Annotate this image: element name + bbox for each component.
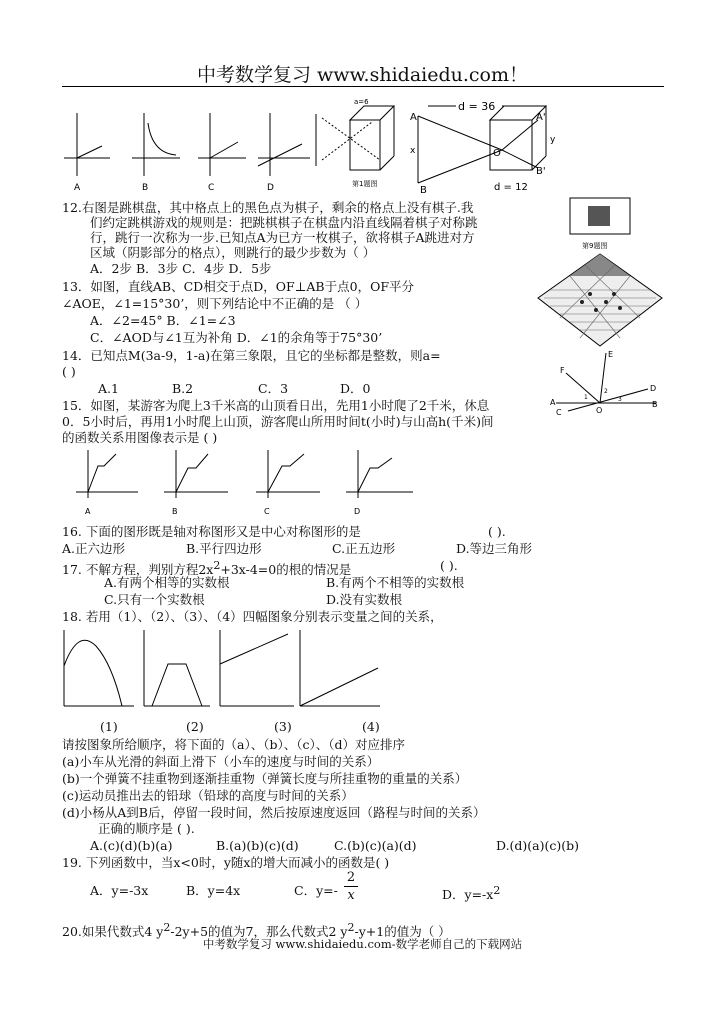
geo-label-b-prime: B' xyxy=(536,166,546,177)
angle-label-3: 3 xyxy=(618,396,622,403)
top-graphs xyxy=(62,108,322,198)
q20-part2: -2y+5的值为7，那么代数式2 y xyxy=(170,924,348,940)
q16-option-b: B.平行四边形 xyxy=(186,541,262,556)
q14-option-a: A.1 xyxy=(98,381,119,396)
q19-option-c: C．y=- xyxy=(294,883,338,898)
top-graph-b xyxy=(132,113,180,176)
q15-graph-c xyxy=(256,450,320,498)
q13-line-3: A．∠2=45° B．∠1=∠3 xyxy=(90,313,236,328)
q13-line-4: C．∠AOD与∠1互为补角 D．∠1的余角等于75°30’ xyxy=(90,330,383,345)
q19-option-b: B．y=4x xyxy=(186,883,241,898)
q16-option-c: C.正五边形 xyxy=(332,541,396,556)
q12-options: A．2步 B．3步 C．4步 D．5步 xyxy=(90,261,272,276)
q16-option-a: A.正六边形 xyxy=(62,541,126,556)
q19-stem: 19. 下列函数中，当x<0时，y随x的增大而减小的函数是( ) xyxy=(62,855,390,870)
q20-part3: -y+1的值为（ ） xyxy=(354,924,451,940)
q18-graph-2 xyxy=(144,630,210,706)
q13-line-1: 13．如图，直线AB、CD相交于点D，OF⊥AB于点0，OF平分 xyxy=(62,279,414,294)
q14-option-b: B.2 xyxy=(172,381,194,396)
q18-graph-1 xyxy=(64,630,134,706)
q20-sup2: 2 xyxy=(347,921,355,934)
q17-option-d: D.没有实数根 xyxy=(326,592,403,607)
angle-figure xyxy=(548,345,663,420)
q15-graph-a xyxy=(76,450,138,498)
q18-graph-3 xyxy=(220,630,294,706)
q14-option-d: D．0 xyxy=(340,381,371,396)
q20-part1: 20.如果代数式4 y xyxy=(62,924,164,940)
q18-line-4: (c)运动员推出去的铅球（铅球的高度与时间的关系） xyxy=(62,788,354,803)
q20-sup1: 2 xyxy=(163,921,171,934)
angle-label-2: 2 xyxy=(604,388,608,395)
q19-option-d xyxy=(442,883,500,902)
q12-line-3: 行，跳行一次称为一步.已知点A为已方一枚棋子，欲将棋子A跳进对方 xyxy=(90,230,475,245)
page-footer: 中考数学复习 www.shidaiedu.com-数学老师自己的下载网站 xyxy=(202,937,523,951)
prism-label: a=6 xyxy=(354,98,369,106)
top-graph-label-c: C xyxy=(208,183,215,193)
q19-option-d-text: D．y=-x xyxy=(442,887,494,903)
q17-stem-part2: +3x-4=0的根的情况是 xyxy=(220,562,352,578)
q15-graph-b xyxy=(164,450,228,498)
angle-label-b: B xyxy=(652,400,658,409)
checkerboard-caption: 第9题图 xyxy=(582,242,608,250)
prism-figure xyxy=(312,100,407,192)
q17-option-a: A.有两个相等的实数根 xyxy=(104,575,230,590)
q19-option-d-sup: 2 xyxy=(493,884,501,897)
q16-option-d: D.等边三角形 xyxy=(456,541,533,556)
q16-paren: ( ). xyxy=(488,524,506,539)
top-graph-c xyxy=(198,113,246,176)
angle-label-e: E xyxy=(608,350,614,359)
q18-caption-3: (3) xyxy=(274,719,292,734)
angle-label-o: O xyxy=(596,406,603,415)
q15-label-b: B xyxy=(172,507,178,516)
q18-option-b: B.(a)(b)(c)(d) xyxy=(216,838,299,853)
q12-line-1: 12.右图是跳棋盘，其中格点上的黑色点为棋子，剩余的格点上没有棋子.我 xyxy=(62,200,474,215)
q18-option-d: D.(d)(a)(c)(b) xyxy=(496,838,580,853)
q15-label-a: A xyxy=(85,507,91,516)
q18-line-6: 正确的顺序是 ( ). xyxy=(98,821,195,836)
q17-paren: ( ). xyxy=(440,558,458,573)
q17-stem-part1: 17. 不解方程，判别方程2x xyxy=(62,562,214,578)
top-graph-label-a: A xyxy=(74,183,81,193)
top-graph-label-d: D xyxy=(267,183,274,193)
geo-d-label: d = 36 xyxy=(458,100,496,113)
q17-sup: 2 xyxy=(213,559,221,572)
q19-option-a: A．y=-3x xyxy=(90,883,149,898)
geo-label-b: B xyxy=(420,185,427,196)
q18-caption-4: (4) xyxy=(362,719,380,734)
q15-label-c: C xyxy=(264,507,270,516)
geo-label-y: y xyxy=(550,135,556,145)
q18-line-2: (a)小车从光滑的斜面上滑下（小车的速度与时间的关系） xyxy=(62,754,380,769)
geo-label-a-prime: A' xyxy=(536,112,546,123)
prism-caption: 第1题图 xyxy=(352,180,378,188)
top-graph-a xyxy=(64,113,110,176)
q17-option-c: C.只有一个实数根 xyxy=(104,592,205,607)
q18-line-3: (b)一个弹簧不挂重物到逐渐挂重物（弹簧长度与所挂重物的重量的关系） xyxy=(62,771,468,786)
geo-label-o: O xyxy=(493,148,501,159)
q18-option-c: C.(b)(c)(a)(d) xyxy=(334,838,417,853)
geo-d2-label: d = 12 xyxy=(494,182,528,193)
q19-option-c-fraction xyxy=(344,870,358,905)
q18-graph-4 xyxy=(300,630,380,706)
page-header: 中考数学复习 www.shidaiedu.com！ xyxy=(196,64,529,86)
q18-caption-1: (1) xyxy=(100,719,118,734)
q16-stem: 16. 下面的图形既是轴对称图形又是中心对称图形的是 xyxy=(62,524,361,539)
top-graph-label-b: B xyxy=(142,183,149,193)
q15-line-1: 15．如图，某游客为爬上3千米高的山顶看日出，先用1小时爬了2千米，休息 xyxy=(62,398,490,413)
q19-fraction-denominator: x xyxy=(347,888,355,903)
q19-fraction-numerator: 2 xyxy=(344,870,358,887)
q18-line-1: 请按图象所给顺序，将下面的（a）、（b）、（c）、（d）对应排序 xyxy=(62,737,405,752)
q14-option-c: C．3 xyxy=(258,381,289,396)
q17-option-b: B.有两个不相等的实数根 xyxy=(326,575,465,590)
q15-line-3: 的函数关系用图像表示是 ( ) xyxy=(62,430,218,445)
geo-label-x: x xyxy=(410,146,416,156)
q12-line-2: 们约定跳棋游戏的规则是：把跳棋棋子在棋盘内沿直线隔着棋子对称跳 xyxy=(90,215,478,230)
q13-line-2: ∠AOE，∠1=15°30’，则下列结论中不正确的是 （ ） xyxy=(62,296,368,311)
q12-line-4: 区域（阴影部分的格点），则跳行的最少步数为（ ） xyxy=(90,245,376,260)
q14-line-1: 14．已知点M(3a-9，1-a)在第三象限，且它的坐标都是整数，则a= xyxy=(62,348,441,363)
angle-label-f: F xyxy=(560,366,565,375)
geometry-figure xyxy=(410,98,560,194)
q15-line-2: 0．5小时后，再用1小时爬上山顶，游客爬山所用时间t(小时)与山高h(千米)间 xyxy=(62,414,494,429)
q18-option-a: A.(c)(d)(b)(a) xyxy=(90,838,173,853)
angle-label-c: C xyxy=(556,408,562,417)
top-graph-d xyxy=(258,113,310,176)
q18-caption-2: (2) xyxy=(186,719,204,734)
q15-graph-d xyxy=(346,450,413,498)
angle-label-d: D xyxy=(650,384,657,393)
q14-line-2: ( ) xyxy=(62,364,76,379)
header-rule xyxy=(62,86,664,87)
geo-label-a: A xyxy=(410,112,417,123)
q15-graphs xyxy=(68,448,428,518)
angle-label-a: A xyxy=(550,398,556,407)
q15-label-d: D xyxy=(354,507,361,516)
q18-stem: 18. 若用（1）、（2）、（3）、（4）四幅图象分别表示变量之间的关系， xyxy=(62,609,443,624)
angle-label-1: 1 xyxy=(584,394,588,401)
checkerboard-figure xyxy=(530,198,670,348)
q18-line-5: (d)小杨从A到B后，停留一段时间，然后按原速度返回（路程与时间的关系） xyxy=(62,805,486,820)
